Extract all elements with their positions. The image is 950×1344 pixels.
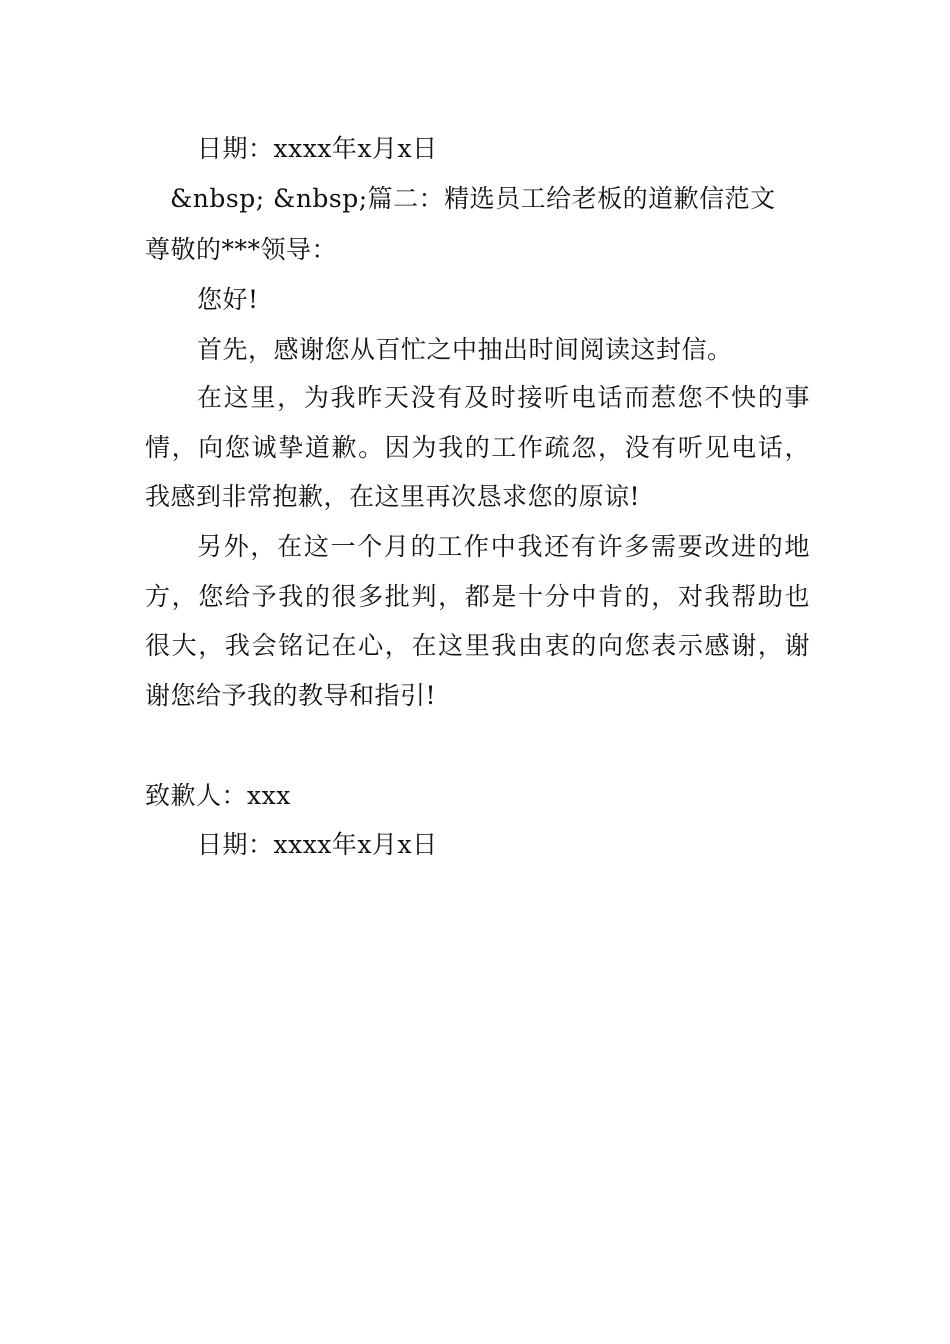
signer: 致歉人：xxx (145, 781, 291, 810)
paragraph-3-line-1: 另外，在这一个月的工作中我还有许多需要改进的地 (197, 532, 810, 561)
paragraph-1-line-1: 首先，感谢您从百忙之中抽出时间阅读这封信。 (197, 335, 733, 364)
salutation: 尊敬的***领导： (145, 235, 338, 264)
top-date: 日期：xxxx年x月x日 (197, 134, 438, 163)
bottom-date: 日期：xxxx年x月x日 (197, 830, 438, 859)
paragraph-2-line-2: 情，向您诚挚道歉。因为我的工作疏忽，没有听见电话， (145, 433, 810, 462)
paragraph-2-line-3: 我感到非常抱歉，在这里再次恳求您的原谅! (145, 482, 641, 511)
section-heading: &nbsp; &nbsp;篇二：精选员工给老板的道歉信范文 (170, 184, 776, 213)
greeting: 您好! (197, 285, 259, 314)
paragraph-3-line-4: 谢您给予我的教导和指引! (145, 681, 437, 710)
paragraph-2-line-1: 在这里，为我昨天没有及时接听电话而惹您不快的事 (197, 383, 810, 412)
paragraph-3-line-3: 很大，我会铭记在心，在这里我由衷的向您表示感谢，谢 (145, 631, 810, 660)
paragraph-3-line-2: 方，您给予我的很多批判，都是十分中肯的，对我帮助也 (145, 582, 810, 611)
